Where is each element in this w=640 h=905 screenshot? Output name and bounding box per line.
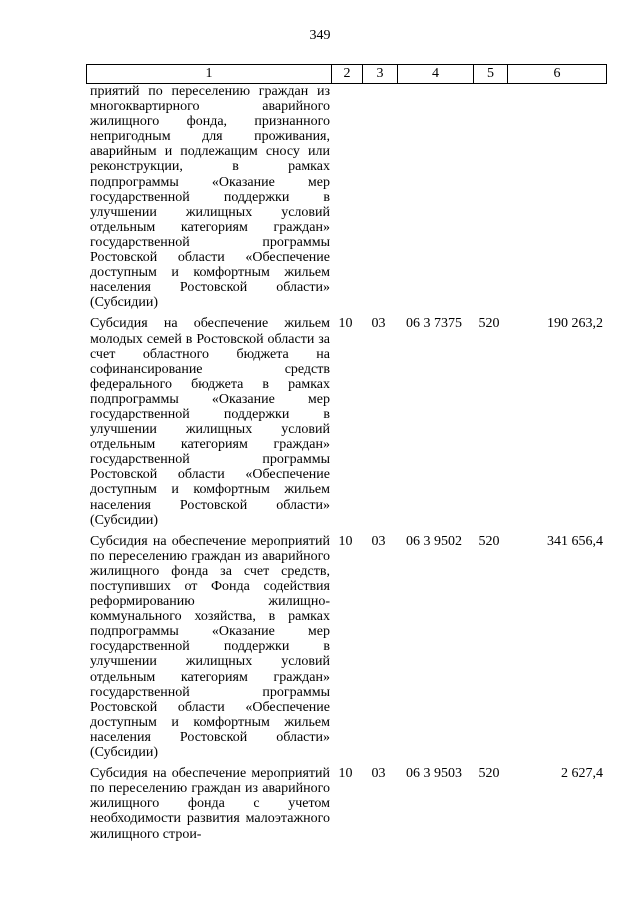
- table-row: [86, 534, 607, 766]
- budget-table: [86, 64, 607, 848]
- row-subsection: 03: [371, 533, 386, 549]
- row-target-code: 06 3 7375: [406, 316, 462, 332]
- row-section: 10: [338, 316, 353, 332]
- row-section: 10: [338, 766, 353, 782]
- header-col-1: 1: [205, 66, 213, 81]
- header-col-6: 6: [507, 65, 606, 83]
- header-col-3: 3: [362, 65, 397, 83]
- row-target-code: 06 3 9503: [406, 766, 462, 782]
- row-description: Субсидия на обеспечение жильем молодых семей в Ростовской области за счет областного бюджета на софинансирование средств федерального бюджета в рамках подпрограммы «Оказание мер государственной поддержки в улучшении жилищных условий отдельным категориям граждан» государственной программы Ростовской области «Обеспечение доступным и комфортным жильем населения Ростовской области» (Субсидии): [90, 316, 330, 528]
- row-subsection: 03: [371, 316, 386, 332]
- row-section: 10: [338, 533, 353, 549]
- table-body: [86, 84, 607, 848]
- row-amount: 341 656,4: [547, 533, 603, 549]
- row-expense-type: 520: [478, 766, 500, 782]
- table-row: [86, 84, 607, 316]
- row-target-code: 06 3 9502: [406, 533, 462, 549]
- header-col-5: 5: [473, 65, 507, 83]
- page-number: 349: [309, 28, 331, 43]
- row-expense-type: 520: [478, 316, 500, 332]
- row-amount: 190 263,2: [547, 316, 603, 332]
- row-description: Субсидия на обеспечение мероприятий по переселению граждан из аварийного жилищного фонда с учетом необходимости развития малоэтажного жилищного строи-: [90, 766, 330, 842]
- row-amount: 2 627,4: [561, 766, 603, 782]
- row-subsection: 03: [371, 766, 386, 782]
- row-description: приятий по переселению граждан из многоквартирного аварийного жилищного фонда, признанного непригодным для проживания, аварийным и подлежащим сносу или реконструкции, в рамках подпрограммы «Оказание мер государственной поддержки в улучшении жилищных условий отдельным категориям граждан» государственной программы Ростовской области «Обеспечение доступным и комфортным жильем населения Ростовской области» (Субсидии): [90, 84, 330, 311]
- header-col-4: 4: [397, 65, 473, 83]
- table-row: [86, 316, 607, 533]
- row-description: Субсидия на обеспечение мероприятий по переселению граждан из аварийного жилищного фонда за счет средств, поступивших от Фонда содействия реформированию жилищно-коммунального хозяйства, в рамках подпрограммы «Оказание мер государственной поддержки в улучшении жилищных условий отдельным категориям граждан» государственной программы Ростовской области «Обеспечение доступным и комфортным жильем населения Ростовской области» (Субсидии): [90, 533, 330, 761]
- table-header: [86, 64, 607, 84]
- table-row: [86, 766, 607, 847]
- header-col-2: 2: [331, 65, 362, 83]
- row-expense-type: 520: [478, 533, 500, 549]
